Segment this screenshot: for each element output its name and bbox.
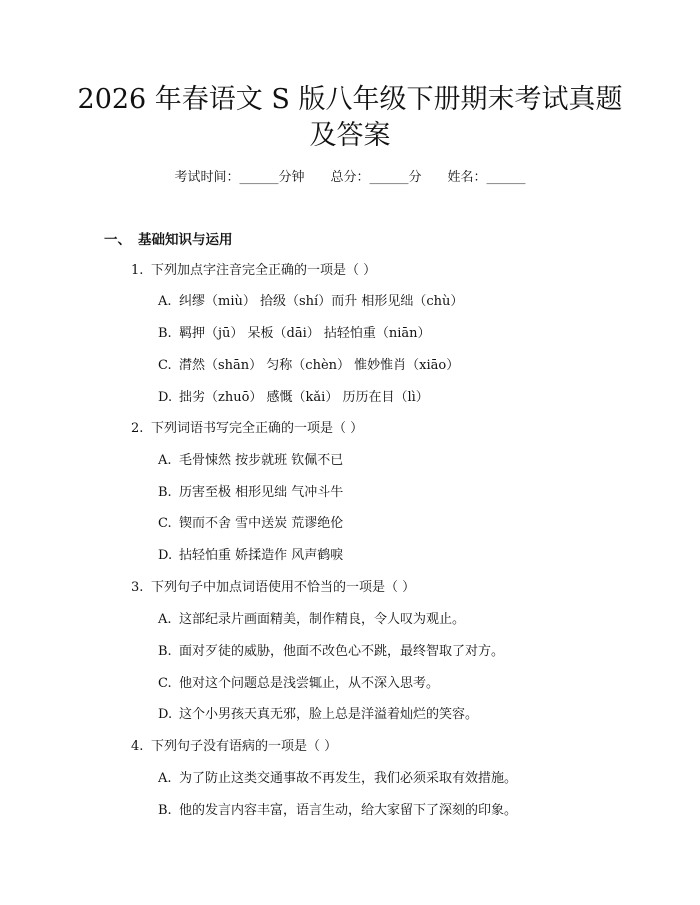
question-number: 2. <box>131 421 144 436</box>
question-3 <box>131 579 415 597</box>
question-number: 1. <box>131 263 144 278</box>
option-text: 这部纪录片画面精美，制作精良，令人叹为观止。 <box>179 612 466 627</box>
q1-option-a <box>158 293 463 311</box>
section-heading <box>104 231 233 249</box>
question-text: 下列句子中加点词语使用不恰当的一项是（ ） <box>151 580 416 595</box>
option-letter: C. <box>158 676 172 691</box>
option-letter: C. <box>158 358 172 373</box>
exam-time-field: 考试时间：______分钟 <box>174 170 305 185</box>
option-text: 历害至极 相形见绌 气冲斗牛 <box>179 485 344 500</box>
question-text: 下列句子没有语病的一项是（ ） <box>151 739 338 754</box>
exam-name-field: 姓名：______ <box>447 170 526 185</box>
exam-meta <box>0 169 700 187</box>
option-letter: D. <box>158 548 173 563</box>
option-text: 纠缪（miù） 拾级（shí）而升 相形见绌（chù） <box>179 294 464 309</box>
section-number: 一、 <box>104 232 131 248</box>
q2-option-c <box>158 515 343 533</box>
option-text: 为了防止这类交通事故不再发生，我们必须采取有效措施。 <box>179 771 518 786</box>
option-letter: D. <box>158 390 173 405</box>
option-text: 潸然（shān） 匀称（chèn） 惟妙惟肖（xiāo） <box>179 358 460 373</box>
q3-option-d <box>158 706 478 724</box>
q1-option-c <box>158 357 459 375</box>
question-text: 下列加点字注音完全正确的一项是（ ） <box>151 263 377 278</box>
q1-option-b <box>158 325 431 343</box>
q1-option-d <box>158 389 429 407</box>
question-number: 4. <box>131 739 144 754</box>
q3-option-b <box>158 643 504 661</box>
option-letter: A. <box>158 453 172 468</box>
question-1 <box>131 262 376 280</box>
option-text: 羁押（jū） 呆板（dāi） 拈轻怕重（niān） <box>179 326 431 341</box>
q3-option-c <box>158 675 439 693</box>
q2-option-b <box>158 484 343 502</box>
question-2 <box>131 420 363 438</box>
option-text: 他对这个问题总是浅尝辄止，从不深入思考。 <box>179 676 440 691</box>
option-letter: A. <box>158 294 172 309</box>
q3-option-a <box>158 611 465 629</box>
option-letter: B. <box>158 803 172 818</box>
page-title-line2: 及答案 <box>309 120 391 151</box>
section-title: 基础知识与运用 <box>138 232 233 248</box>
page-title-line1: 2026 年春语文 S 版八年级下册期末考试真题 <box>77 84 623 115</box>
question-4 <box>131 738 337 756</box>
option-text: 锲而不舍 雪中送炭 荒谬绝伦 <box>179 516 344 531</box>
exam-score-field: 总分：______分 <box>330 170 422 185</box>
option-text: 这个小男孩天真无邪，脸上总是洋溢着灿烂的笑容。 <box>179 707 479 722</box>
option-text: 他的发言内容丰富，语言生动，给大家留下了深刻的印象。 <box>179 803 518 818</box>
option-text: 面对歹徒的威胁，他面不改色心不跳，最终智取了对方。 <box>179 644 505 659</box>
question-text: 下列词语书写完全正确的一项是（ ） <box>151 421 364 436</box>
q4-option-b <box>158 802 517 820</box>
option-letter: C. <box>158 516 172 531</box>
option-letter: B. <box>158 644 172 659</box>
option-text: 拈轻怕重 娇揉造作 风声鹤唳 <box>179 548 344 563</box>
option-letter: A. <box>158 771 172 786</box>
q4-option-a <box>158 770 517 788</box>
option-letter: B. <box>158 326 172 341</box>
question-number: 3. <box>131 580 144 595</box>
option-text: 毛骨悚然 按步就班 钦佩不已 <box>179 453 344 468</box>
option-letter: A. <box>158 612 172 627</box>
option-letter: B. <box>158 485 172 500</box>
option-text: 拙劣（zhuō） 感慨（kǎi） 历历在目（lì） <box>179 390 429 405</box>
option-letter: D. <box>158 707 173 722</box>
q2-option-d <box>158 547 343 565</box>
q2-option-a <box>158 452 343 470</box>
